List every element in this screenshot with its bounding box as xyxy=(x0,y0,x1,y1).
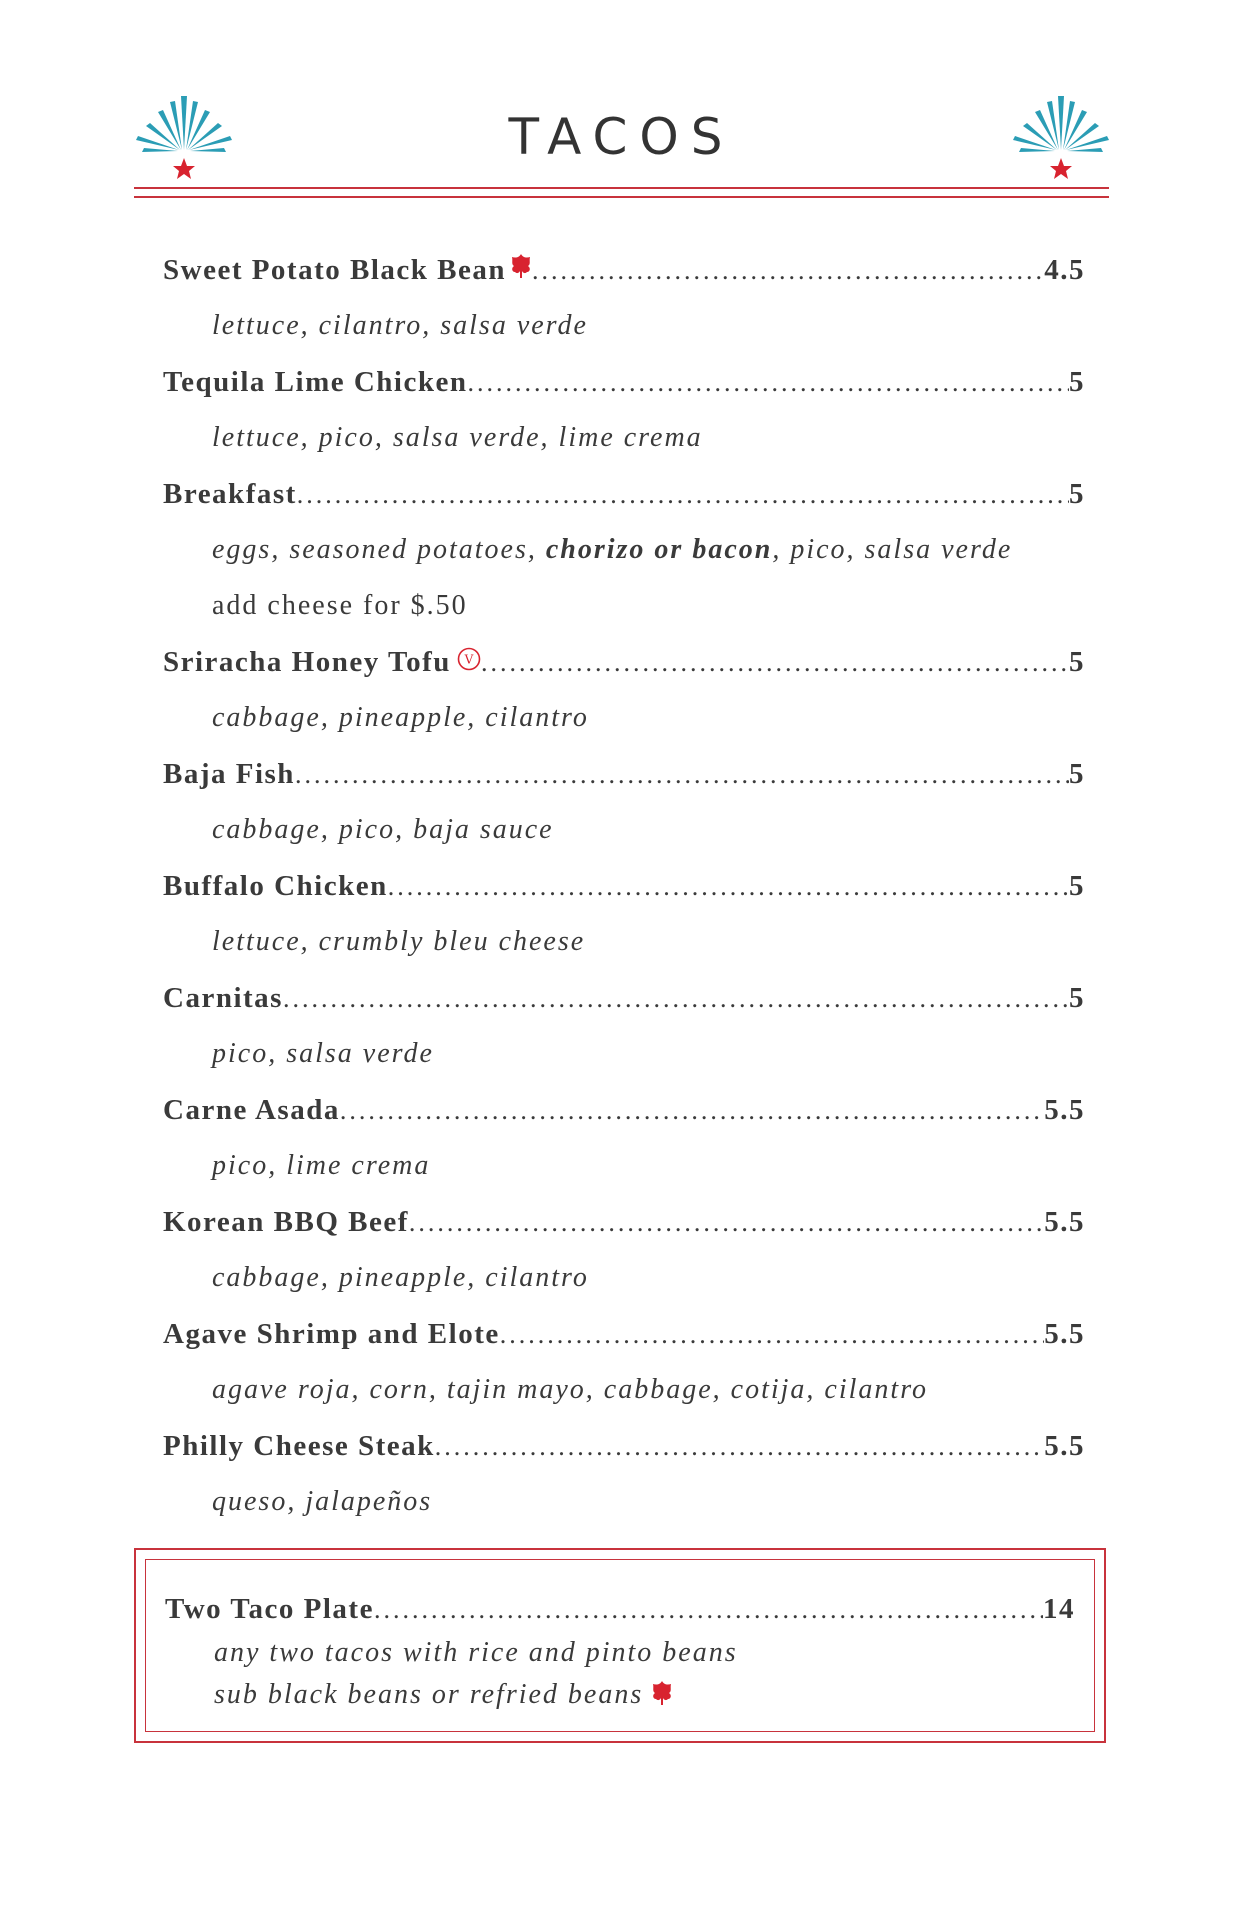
item-name: Sweet Potato Black Bean xyxy=(163,254,506,286)
menu-header xyxy=(0,0,1243,210)
item-price: 5 xyxy=(1069,478,1085,510)
menu-item xyxy=(163,466,1085,522)
item-description: any two tacos with rice and pinto beans xyxy=(214,1637,738,1668)
item-price: 5.5 xyxy=(1044,1206,1085,1238)
page-title: TACOS xyxy=(508,108,735,166)
taco-menu-list xyxy=(163,242,1085,1530)
item-note: add cheese for $.50 xyxy=(212,590,468,621)
menu-item xyxy=(163,1418,1085,1474)
item-description: lettuce, cilantro, salsa verde xyxy=(212,310,588,341)
leaf-icon xyxy=(651,1680,673,1706)
agave-star-icon xyxy=(1011,88,1111,188)
header-divider xyxy=(134,196,1109,198)
item-description: cabbage, pineapple, cilantro xyxy=(212,702,589,733)
item-price: 5.5 xyxy=(1044,1094,1085,1126)
item-name: Two Taco Plate xyxy=(165,1593,374,1625)
item-name: Tequila Lime Chicken xyxy=(163,366,468,398)
item-price: 5 xyxy=(1069,982,1085,1014)
item-name: Sriracha Honey Tofu xyxy=(163,646,451,678)
item-price: 4.5 xyxy=(1044,254,1085,286)
item-description: pico, salsa verde xyxy=(212,1038,434,1069)
two-taco-plate-box xyxy=(134,1548,1106,1743)
item-name: Baja Fish xyxy=(163,758,295,790)
item-price: 14 xyxy=(1043,1593,1075,1625)
item-name: Korean BBQ Beef xyxy=(163,1206,409,1238)
item-description: pico, lime crema xyxy=(212,1150,431,1181)
item-description: cabbage, pineapple, cilantro xyxy=(212,1262,589,1293)
item-price: 5.5 xyxy=(1044,1430,1085,1462)
item-description: cabbage, pico, baja sauce xyxy=(212,814,554,845)
header-divider xyxy=(134,187,1109,189)
menu-item xyxy=(163,1306,1085,1362)
item-name: Carne Asada xyxy=(163,1094,340,1126)
item-price: 5 xyxy=(1069,758,1085,790)
menu-item xyxy=(163,1082,1085,1138)
menu-item xyxy=(163,858,1085,914)
menu-item xyxy=(163,354,1085,410)
item-description: lettuce, crumbly bleu cheese xyxy=(212,926,586,957)
menu-item xyxy=(165,1586,1075,1632)
item-price: 5 xyxy=(1069,366,1085,398)
item-description: queso, jalapeños xyxy=(212,1486,433,1517)
item-description: lettuce, pico, salsa verde, lime crema xyxy=(212,422,703,453)
item-price: 5 xyxy=(1069,870,1085,902)
menu-item xyxy=(163,970,1085,1026)
menu-item xyxy=(163,242,1085,298)
item-name: Philly Cheese Steak xyxy=(163,1430,435,1462)
item-description: sub black beans or refried beans xyxy=(165,1674,1075,1716)
item-name: Buffalo Chicken xyxy=(163,870,388,902)
item-description: agave roja, corn, tajin mayo, cabbage, cotija, cilantro xyxy=(212,1374,929,1405)
item-name: Carnitas xyxy=(163,982,283,1014)
menu-item xyxy=(163,746,1085,802)
item-description: eggs, seasoned potatoes, chorizo or bacon, pico, salsa verde xyxy=(212,534,1013,565)
item-name: Agave Shrimp and Elote xyxy=(163,1318,500,1350)
item-price: 5.5 xyxy=(1044,1318,1085,1350)
menu-item xyxy=(163,634,1085,690)
leaf-icon xyxy=(510,253,532,279)
vegan-icon xyxy=(457,647,481,671)
svg-text:V: V xyxy=(464,652,474,667)
item-price: 5 xyxy=(1069,646,1085,678)
item-name: Breakfast xyxy=(163,478,297,510)
menu-item xyxy=(163,1194,1085,1250)
